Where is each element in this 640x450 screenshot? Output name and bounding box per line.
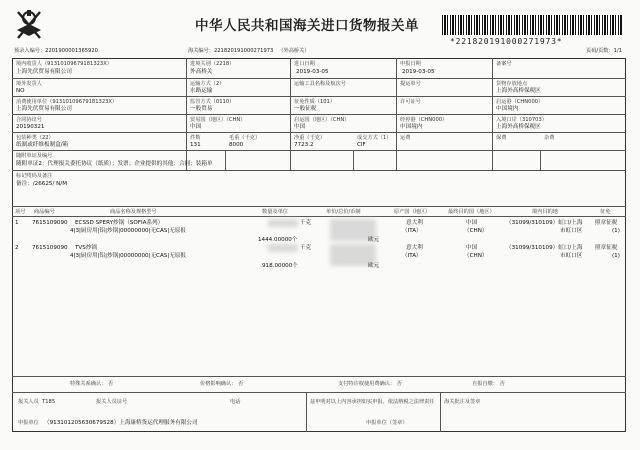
customs-remark-label: 海关批注及签章: [444, 399, 481, 405]
consumer-label: 消费使用单位（91310109679181323X）: [16, 99, 118, 105]
import-port-value: 外高桥关: [190, 69, 213, 75]
freight-label: 运费: [400, 135, 411, 141]
license-label: 许可证号: [400, 99, 421, 105]
vessel-label: 运输工具名称及航次号: [294, 81, 346, 87]
legal-statement: 兹申明对以上内容承担如实申报、依法纳税之法律责任: [310, 399, 435, 405]
declarant-cert-label: 报关人员证号: [96, 399, 128, 405]
item-exempt: 照章征税: [595, 245, 618, 251]
col-exemption: 征免: [600, 209, 611, 215]
depart-country-label: 启运国（地区）（CHN）: [294, 117, 350, 123]
self-pay: 自报自缴： 否: [472, 381, 505, 387]
attached-docs-label: 随附单证及编号: [16, 153, 53, 159]
deal-mode-value: CIF: [357, 142, 366, 148]
item-exempt: 照章征税: [595, 220, 618, 226]
pieces-value: 131: [190, 142, 201, 148]
item-name: TVS炒锅: [75, 245, 97, 251]
declaring-unit-value: （913101205630679528）上海康桥货运代理服务有限公司: [44, 420, 198, 426]
insurance-label: 保费: [496, 135, 507, 141]
item-currency: 欧元: [368, 237, 380, 243]
transport-value: 水路运输: [190, 88, 213, 94]
declaring-unit-seal: 申报单位（签章）: [366, 420, 408, 426]
gross-weight-value: 8000: [229, 142, 244, 148]
col-origin: 原产国（地区）: [394, 209, 431, 215]
declarant: 报关人员 T185: [18, 399, 56, 405]
barcode-text: *221820191000271973*: [450, 37, 563, 46]
transit-port-label: 经停港（CHN000）: [400, 117, 448, 123]
exemption-label: 征免性质（101）: [294, 99, 336, 105]
declaring-unit-label: 申报单位: [18, 420, 39, 426]
item-qty: 918.00000个: [262, 263, 298, 269]
trade-country-label: 贸易国（地区）（CHN）: [190, 117, 246, 123]
col-quantity: 数量及单位: [262, 209, 288, 215]
item-qty: 1444.00000个: [258, 237, 298, 243]
supervision-value: 一般贸易: [190, 106, 213, 112]
declare-date-label: 申报日期: [400, 61, 421, 67]
item-no: 2: [15, 245, 19, 251]
customs-no: 海关编号：221820191000271973 （外高桥关）: [188, 48, 310, 54]
import-date-value: 2019-03-05: [296, 69, 329, 75]
item-origin-code: （ITA）: [402, 253, 422, 259]
misc-fee-label: 杂费: [544, 135, 555, 141]
marks-label: 标记唛码及备注: [16, 173, 53, 179]
deal-mode-label: 成交方式（1）: [357, 135, 392, 141]
shipper-label: 境外发货人: [16, 81, 42, 87]
supervision-label: 监管方式（0110）: [190, 99, 235, 105]
item-dest: 中国: [466, 245, 478, 251]
item-dest-code: （CHN）: [464, 228, 488, 234]
item-currency: 欧元: [368, 263, 380, 269]
price-influence: 价格影响确认： 否: [200, 381, 244, 387]
origin-port-label: 启运港（CHN000）: [496, 99, 544, 105]
phone-label: 电话: [230, 399, 241, 405]
barcode: [442, 15, 622, 35]
item-spec: 4|3|厨房用|铝|炒锅|00000000|无CAS|无原报: [70, 253, 187, 259]
marks-value: 备注：/26625/ N/M: [16, 181, 68, 187]
import-port-label: 进境关别（2218）: [190, 61, 235, 67]
customs-emblem-icon: [14, 8, 44, 42]
shipper-value: NO: [16, 88, 25, 94]
page-count: 页码/页数：1/1: [586, 48, 623, 54]
pieces-label: 件数: [190, 135, 201, 141]
item-domestic-district: 市虹口区: [560, 228, 583, 234]
contract-value: 20190321: [16, 124, 45, 130]
item-exempt-code: (1): [612, 253, 620, 259]
declare-date-value: 2019-03-05: [402, 69, 435, 75]
item-dest-code: （CHN）: [464, 253, 488, 259]
item-domestic: （31099/310109）虹口/上海: [506, 245, 583, 251]
item-no: 1: [15, 220, 19, 226]
origin-port-value: 中国境内: [496, 106, 519, 112]
consignee-value: 上海先伏贸易有限公司: [16, 69, 72, 75]
consignee-label: 境内收货人（91310109679181323X）: [16, 61, 112, 67]
package-label: 包装种类（22）: [16, 135, 54, 141]
item-qty-unit: 千克: [300, 220, 312, 226]
entry-port-value: 上海外高桥保税区: [496, 124, 541, 130]
exemption-value: 一般征税: [294, 106, 317, 112]
gross-weight-label: 毛重（千克）: [229, 135, 261, 141]
net-weight-label: 净重（千克）: [294, 135, 326, 141]
trade-country-value: 中国: [190, 124, 202, 130]
item-origin: 意大利: [406, 220, 423, 226]
entry-port-label: 入境口岸（310703）: [496, 117, 547, 123]
item-origin-code: （ITA）: [402, 228, 422, 234]
net-weight-value: 7723.2: [294, 142, 314, 148]
item-exempt-code: (1): [612, 228, 620, 234]
col-commodity-name: 商品名称及规格型号: [110, 209, 157, 215]
consumer-value: 上海先伏贸易有限公司: [16, 106, 72, 112]
special-relation: 特殊关系确认： 否: [70, 381, 114, 387]
royalty-confirm: 支付特许权使用费确认： 否: [338, 381, 402, 387]
package-value: 纸制或纤维板制盒/箱: [16, 142, 69, 148]
depart-country-value: 中国: [294, 124, 306, 130]
item-domestic: （31099/310109）虹口/上海: [506, 220, 583, 226]
attached-docs-value: 随附单证2：代理报关委托协议（纸质）；发票；企业提供的其他；合同；装箱单: [16, 161, 213, 167]
item-spec: 4|3|厨房用|铝|炒锅|00000000|无CAS|无原报: [70, 228, 187, 234]
col-domestic-dest: 境内目的地: [532, 209, 558, 215]
col-destination: 最终目的国（地区）: [448, 209, 495, 215]
item-code: 7615109090: [32, 245, 68, 251]
record-no-label: 备案号: [496, 61, 512, 67]
col-item-no: 项号: [15, 209, 26, 215]
document-title: 中华人民共和国海关进口货物报关单: [195, 18, 419, 34]
import-date-label: 进口日期: [294, 61, 315, 67]
item-qty-unit: 千克: [300, 245, 312, 251]
storage-label: 货物存放地点: [496, 81, 528, 87]
item-origin: 意大利: [406, 245, 423, 251]
transport-label: 运输方式（2）: [190, 81, 225, 87]
transit-port-value: 中国境内: [400, 124, 423, 130]
item-code: 7615109090: [32, 220, 68, 226]
bill-label: 提运单号: [400, 81, 421, 87]
item-domestic-district: 市虹口区: [560, 253, 583, 259]
item-dest: 中国: [466, 220, 478, 226]
contract-label: 合同协议号: [16, 117, 42, 123]
col-unit-price: 单价/总价/币制: [326, 209, 361, 215]
storage-value: 上海外高桥保税区: [496, 88, 541, 94]
item-name: ECSSD SPERY炒锅（SOFIA系列）: [75, 220, 164, 226]
preentry-label: 预录入编号：2201900001365920: [14, 48, 98, 54]
col-commodity-code: 商品编号: [34, 209, 55, 215]
